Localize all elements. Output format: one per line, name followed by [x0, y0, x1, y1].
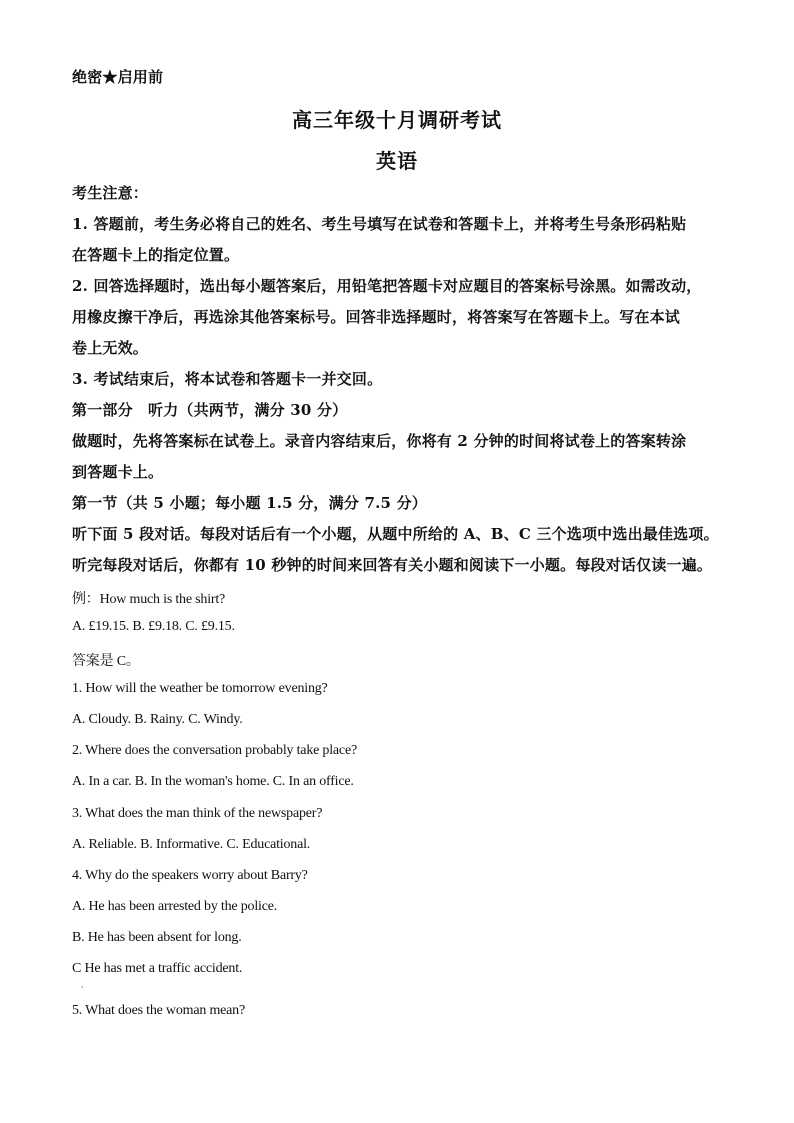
question-3: 3. What does the man think of the newspaper?	[72, 806, 323, 821]
confidential-mark: 绝密★启用前	[72, 68, 164, 86]
question-1: 1. How will the weather be tomorrow evening?	[72, 681, 328, 696]
notice-item-2-line-1: 2. 回答选择题时，选出每小题答案后，用铅笔把答题卡对应题目的答案标号涂黑。如需改动，	[72, 277, 702, 295]
section-1-heading: 第一节（共 5 小题；每小题 1.5 分，满分 7.5 分）	[72, 494, 427, 512]
exam-title: 高三年级十月调研考试	[292, 108, 502, 132]
section-1-instruction-line-2: 听完每段对话后，你都有 10 秒钟的时间来回答有关小题和阅读下一小题。每段对话仅读一遍。	[72, 556, 713, 574]
stray-dot-mark: ·	[81, 983, 84, 992]
question-4: 4. Why do the speakers worry about Barry?	[72, 868, 308, 883]
notice-item-1-line-2: 在答题卡上的指定位置。	[72, 246, 240, 264]
subject-title: 英语	[376, 149, 418, 173]
example-answer: 答案是 C。	[72, 654, 140, 669]
notice-item-1-line-1: 1. 答题前，考生务必将自己的姓名、考生号填写在试卷和答题卡上，并将考生号条形码粘贴	[72, 215, 687, 233]
question-4-option-c: C He has met a traffic accident.	[72, 961, 243, 976]
question-3-options: A. Reliable. B. Informative. C. Educational.	[72, 837, 311, 852]
notice-item-2-line-2: 用橡皮擦干净后，再选涂其他答案标号。回答非选择题时，将答案写在答题卡上。写在本试	[72, 308, 681, 326]
question-4-option-a: A. He has been arrested by the police.	[72, 899, 278, 914]
notice-heading: 考生注意：	[72, 184, 149, 202]
question-5: 5. What does the woman mean?	[72, 1003, 245, 1018]
example-question: 例：How much is the shirt?	[72, 592, 226, 607]
question-1-options: A. Cloudy. B. Rainy. C. Windy.	[72, 712, 243, 727]
section-1-instruction-line-1: 听下面 5 段对话。每段对话后有一个小题，从题中所给的 A、B、C 三个选项中选出最佳选项。	[72, 525, 719, 543]
question-4-option-b: B. He has been absent for long.	[72, 930, 242, 945]
notice-item-3: 3. 考试结束后，将本试卷和答题卡一并交回。	[72, 370, 383, 388]
part-1-instruction-line-1: 做题时，先将答案标在试卷上。录音内容结束后，你将有 2 分钟的时间将试卷上的答案转涂	[72, 432, 687, 450]
notice-item-2-line-3: 卷上无效。	[72, 339, 149, 357]
question-2: 2. Where does the conversation probably take place?	[72, 743, 357, 758]
part-1-instruction-line-2: 到答题卡上。	[72, 463, 164, 481]
part-1-heading: 第一部分 听力（共两节，满分 30 分）	[72, 401, 348, 419]
example-options: A. £19.15. B. £9.18. C. £9.15.	[72, 619, 235, 634]
question-2-options: A. In a car. B. In the woman's home. C. In an office.	[72, 774, 354, 789]
